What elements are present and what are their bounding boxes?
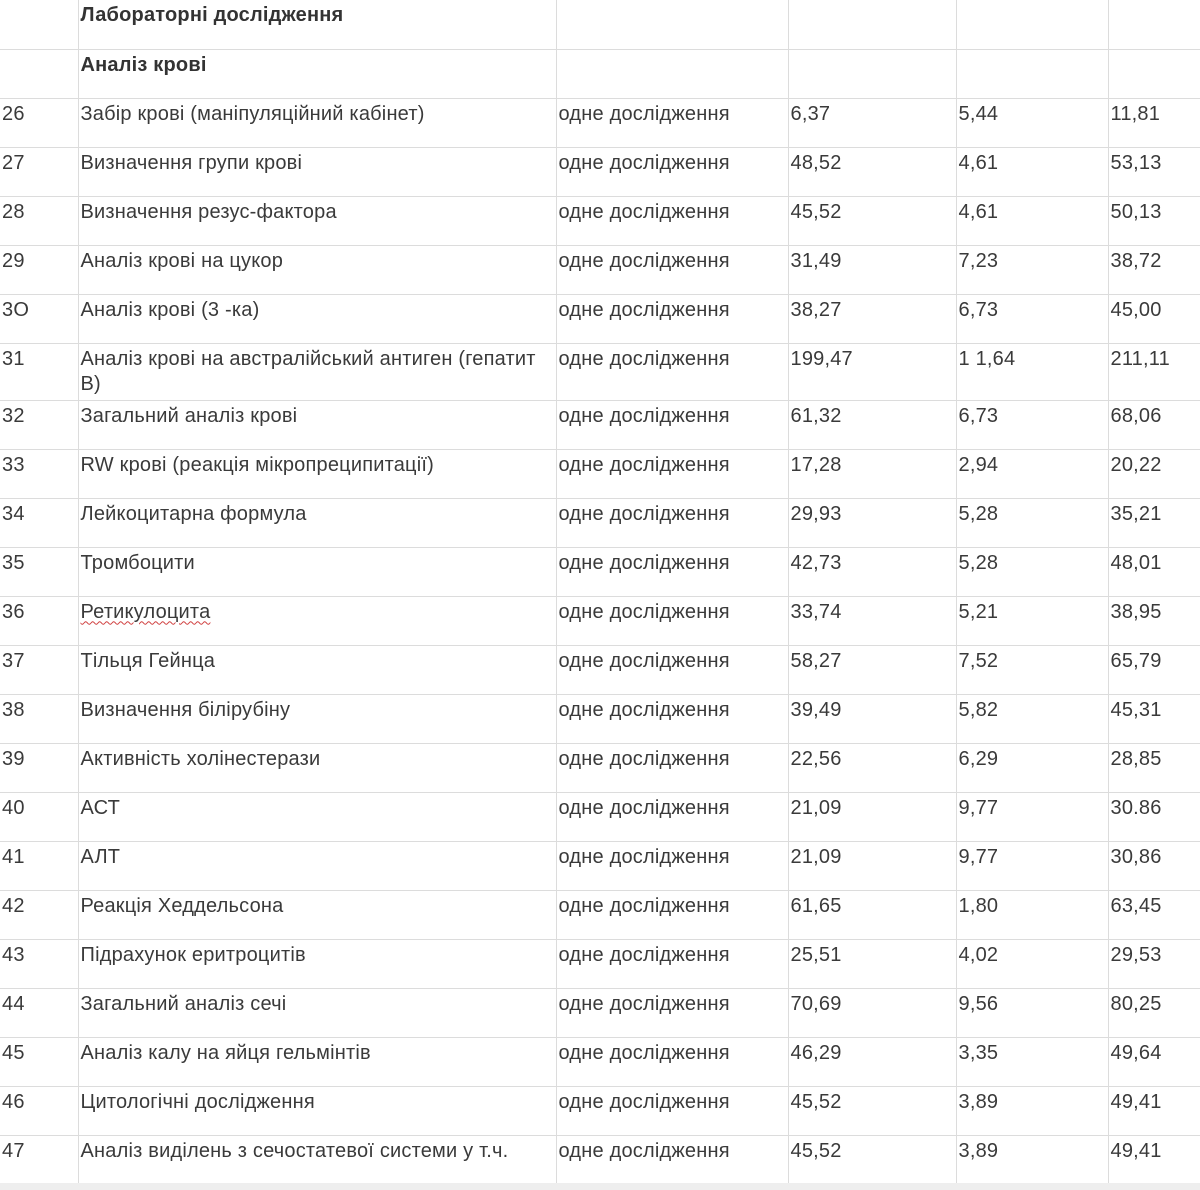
service-name-text: Ретикулоцита (80, 600, 211, 623)
section-title-row (0, 0, 1200, 49)
total-cell: 50,13 (1108, 196, 1200, 245)
service-name: Аналіз виділень з сечостатевої системи у т.ч. (78, 1135, 556, 1184)
unit-cell: одне дослідження (556, 841, 788, 890)
total-cell: 28,85 (1108, 743, 1200, 792)
service-name: Аналіз калу на яйця гельмінтів (78, 1037, 556, 1086)
value-1-cell: 22,56 (788, 743, 956, 792)
total-cell: 49,64 (1108, 1037, 1200, 1086)
unit-cell: одне дослідження (556, 939, 788, 988)
row-number: 35 (0, 547, 78, 596)
section-title: Лабораторні дослідження (78, 0, 556, 49)
section-subtitle: Аналіз крові (78, 49, 556, 98)
table-row (0, 1086, 1200, 1135)
table-row (0, 1135, 1200, 1184)
value-1-cell: 45,52 (788, 196, 956, 245)
value-1-cell: 199,47 (788, 343, 956, 400)
footer-strip (0, 1183, 1200, 1190)
value-1-cell: 17,28 (788, 449, 956, 498)
row-number: 26 (0, 98, 78, 147)
service-name: Активність холінестерази (78, 743, 556, 792)
value-2-cell: 4,02 (956, 939, 1108, 988)
row-number: 40 (0, 792, 78, 841)
row-number: 33 (0, 449, 78, 498)
table-row (0, 596, 1200, 645)
row-number: 43 (0, 939, 78, 988)
service-name: Аналіз крові на австралійський антиген (гепатит В) (78, 343, 556, 400)
value-1-cell: 48,52 (788, 147, 956, 196)
total-cell: 20,22 (1108, 449, 1200, 498)
row-number: 28 (0, 196, 78, 245)
row-number: 27 (0, 147, 78, 196)
table-row (0, 343, 1200, 400)
table-row (0, 449, 1200, 498)
unit-cell: одне дослідження (556, 245, 788, 294)
table-row (0, 743, 1200, 792)
value-1-cell: 46,29 (788, 1037, 956, 1086)
service-name: Аналіз крові (3 -ка) (78, 294, 556, 343)
unit-cell: одне дослідження (556, 547, 788, 596)
total-cell: 211,11 (1108, 343, 1200, 400)
table-row (0, 547, 1200, 596)
table-row (0, 98, 1200, 147)
value-2-cell: 6,73 (956, 294, 1108, 343)
row-number: 37 (0, 645, 78, 694)
row-number: 31 (0, 343, 78, 400)
value-2-cell: 9,56 (956, 988, 1108, 1037)
unit-cell: одне дослідження (556, 498, 788, 547)
service-name: Загальний аналіз крові (78, 400, 556, 449)
table-row (0, 890, 1200, 939)
value-1-cell: 6,37 (788, 98, 956, 147)
table-cell (0, 49, 78, 98)
service-name: Реакція Хеддельсона (78, 890, 556, 939)
total-cell: 80,25 (1108, 988, 1200, 1037)
total-cell: 38,95 (1108, 596, 1200, 645)
table-cell (956, 0, 1108, 49)
table-cell (0, 0, 78, 49)
value-2-cell: 1 1,64 (956, 343, 1108, 400)
service-name: Визначення групи крові (78, 147, 556, 196)
value-2-cell: 4,61 (956, 147, 1108, 196)
value-2-cell: 5,28 (956, 547, 1108, 596)
row-number: 39 (0, 743, 78, 792)
unit-cell: одне дослідження (556, 343, 788, 400)
total-cell: 45,00 (1108, 294, 1200, 343)
total-cell: 63,45 (1108, 890, 1200, 939)
value-2-cell: 6,29 (956, 743, 1108, 792)
value-1-cell: 29,93 (788, 498, 956, 547)
service-name: Визначення резус-фактора (78, 196, 556, 245)
service-name: Цитологічні дослідження (78, 1086, 556, 1135)
total-cell: 65,79 (1108, 645, 1200, 694)
value-2-cell: 6,73 (956, 400, 1108, 449)
service-name: Аналіз крові на цукор (78, 245, 556, 294)
service-name: Підрахунок еритроцитів (78, 939, 556, 988)
total-cell: 45,31 (1108, 694, 1200, 743)
total-cell: 48,01 (1108, 547, 1200, 596)
service-name: Тільця Гейнца (78, 645, 556, 694)
row-number: 44 (0, 988, 78, 1037)
value-1-cell: 58,27 (788, 645, 956, 694)
service-name: АЛТ (78, 841, 556, 890)
row-number: 36 (0, 596, 78, 645)
row-number: 38 (0, 694, 78, 743)
total-cell: 11,81 (1108, 98, 1200, 147)
row-number: 46 (0, 1086, 78, 1135)
unit-cell: одне дослідження (556, 743, 788, 792)
service-name: Тромбоцити (78, 547, 556, 596)
table-row (0, 245, 1200, 294)
unit-cell: одне дослідження (556, 400, 788, 449)
row-number: 47 (0, 1135, 78, 1184)
total-cell: 38,72 (1108, 245, 1200, 294)
row-number: 41 (0, 841, 78, 890)
row-number: 29 (0, 245, 78, 294)
table-cell (1108, 49, 1200, 98)
table-row (0, 1037, 1200, 1086)
service-name: Забір крові (маніпуляційний кабінет) (78, 98, 556, 147)
unit-cell: одне дослідження (556, 988, 788, 1037)
value-1-cell: 70,69 (788, 988, 956, 1037)
value-1-cell: 31,49 (788, 245, 956, 294)
value-1-cell: 42,73 (788, 547, 956, 596)
table-row (0, 792, 1200, 841)
value-2-cell: 7,52 (956, 645, 1108, 694)
table-row (0, 645, 1200, 694)
value-1-cell: 25,51 (788, 939, 956, 988)
table-row (0, 400, 1200, 449)
value-1-cell: 45,52 (788, 1086, 956, 1135)
service-name: RW крові (реакція мікропреципитації) (78, 449, 556, 498)
total-cell: 49,41 (1108, 1135, 1200, 1184)
table-row (0, 988, 1200, 1037)
table-row (0, 498, 1200, 547)
value-2-cell: 3,35 (956, 1037, 1108, 1086)
table-row (0, 196, 1200, 245)
row-number: 3О (0, 294, 78, 343)
unit-cell: одне дослідження (556, 596, 788, 645)
unit-cell: одне дослідження (556, 196, 788, 245)
unit-cell: одне дослідження (556, 147, 788, 196)
total-cell: 53,13 (1108, 147, 1200, 196)
value-2-cell: 9,77 (956, 841, 1108, 890)
value-2-cell: 2,94 (956, 449, 1108, 498)
table-row (0, 694, 1200, 743)
value-2-cell: 9,77 (956, 792, 1108, 841)
total-cell: 35,21 (1108, 498, 1200, 547)
value-1-cell: 45,52 (788, 1135, 956, 1184)
unit-cell: одне дослідження (556, 1086, 788, 1135)
table-cell (956, 49, 1108, 98)
table-cell (788, 0, 956, 49)
value-2-cell: 5,44 (956, 98, 1108, 147)
total-cell: 29,53 (1108, 939, 1200, 988)
table-cell (1108, 0, 1200, 49)
unit-cell: одне дослідження (556, 792, 788, 841)
row-number: 34 (0, 498, 78, 547)
value-2-cell: 4,61 (956, 196, 1108, 245)
value-2-cell: 7,23 (956, 245, 1108, 294)
value-1-cell: 61,65 (788, 890, 956, 939)
section-subtitle-row (0, 49, 1200, 98)
unit-cell: одне дослідження (556, 294, 788, 343)
total-cell: 49,41 (1108, 1086, 1200, 1135)
value-2-cell: 3,89 (956, 1086, 1108, 1135)
unit-cell: одне дослідження (556, 449, 788, 498)
value-1-cell: 33,74 (788, 596, 956, 645)
service-name: Загальний аналіз сечі (78, 988, 556, 1037)
total-cell: 68,06 (1108, 400, 1200, 449)
unit-cell: одне дослідження (556, 694, 788, 743)
row-number: 45 (0, 1037, 78, 1086)
table-row (0, 294, 1200, 343)
service-name (78, 596, 556, 645)
value-1-cell: 21,09 (788, 841, 956, 890)
table-row (0, 939, 1200, 988)
unit-cell: одне дослідження (556, 890, 788, 939)
table-cell (788, 49, 956, 98)
value-1-cell: 38,27 (788, 294, 956, 343)
value-1-cell: 61,32 (788, 400, 956, 449)
table-row (0, 147, 1200, 196)
value-2-cell: 5,21 (956, 596, 1108, 645)
value-2-cell: 3,89 (956, 1135, 1108, 1184)
value-1-cell: 39,49 (788, 694, 956, 743)
unit-cell: одне дослідження (556, 98, 788, 147)
total-cell: 30.86 (1108, 792, 1200, 841)
total-cell: 30,86 (1108, 841, 1200, 890)
value-1-cell: 21,09 (788, 792, 956, 841)
unit-cell: одне дослідження (556, 1037, 788, 1086)
row-number: 42 (0, 890, 78, 939)
value-2-cell: 5,28 (956, 498, 1108, 547)
value-2-cell: 5,82 (956, 694, 1108, 743)
value-2-cell: 1,80 (956, 890, 1108, 939)
table-row (0, 841, 1200, 890)
table-cell (556, 49, 788, 98)
row-number: 32 (0, 400, 78, 449)
table-cell (556, 0, 788, 49)
service-name: Лейкоцитарна формула (78, 498, 556, 547)
unit-cell: одне дослідження (556, 645, 788, 694)
service-name: АСТ (78, 792, 556, 841)
service-name: Визначення білірубіну (78, 694, 556, 743)
unit-cell: одне дослідження (556, 1135, 788, 1184)
